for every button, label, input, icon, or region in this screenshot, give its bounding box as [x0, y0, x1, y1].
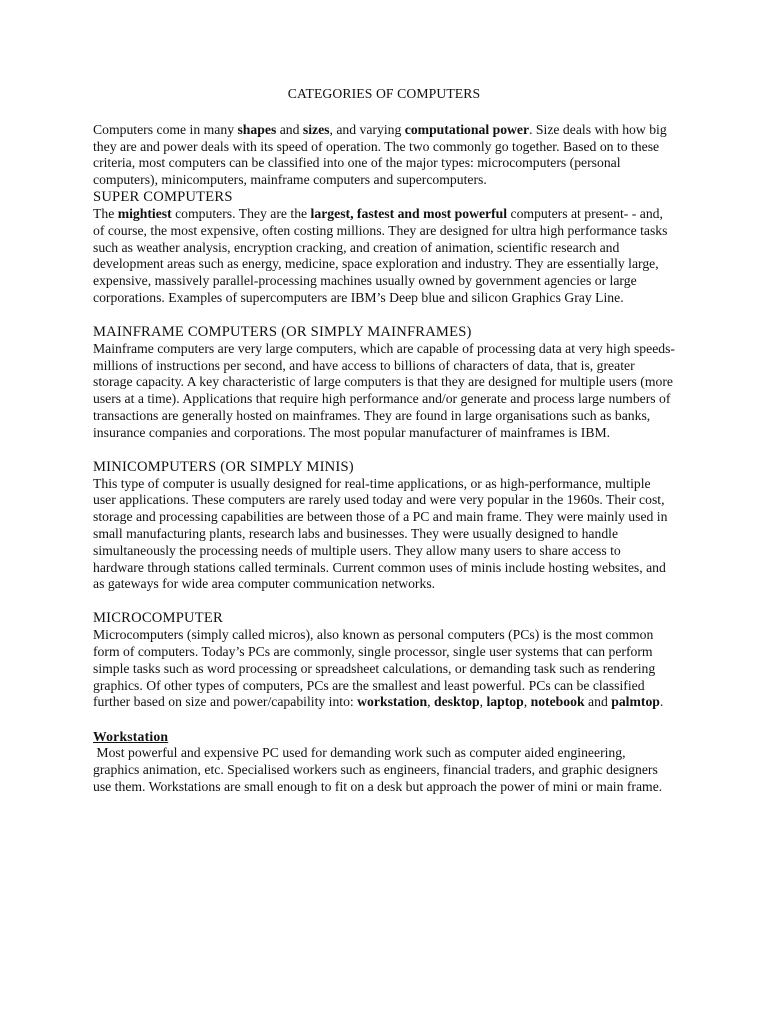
mainframe-heading: MAINFRAME COMPUTERS (OR SIMPLY MAINFRAMES) — [93, 323, 472, 340]
intro-text: . Size deals with how big they are and power deals with its speed of operation. The two commonly go together. Based on to these criteria, most computers can be classified into one of the major types: microcomputers (personal computers), minicomputers, mainframe computers and supercomputers. — [93, 121, 667, 188]
micro-separator: , — [427, 694, 434, 710]
intro-text: Computers come in many — [93, 121, 238, 137]
super-text: computers at present- - and, of course, the most expensive, often costing millions. They are designed for ultra high performance tasks such as weather analysis, encryption cracking, and creation of animation, scientific research and development areas such as energy, medicine, space exploration and industry. They are essentially large, expensive, massively parallel-processing machines usually owned by government agencies or large corporations. Examples of supercomputers are IBM’s Deep blue and silicon Graphics Gray Line. — [93, 205, 668, 305]
super-text: The — [93, 205, 118, 221]
intro-bold-shapes: shapes — [237, 121, 277, 137]
micro-bold-laptop: laptop — [486, 694, 524, 710]
super-computers-paragraph — [93, 206, 675, 307]
super-computers-heading: SUPER COMPUTERS — [93, 188, 233, 205]
section-minicomputers — [93, 459, 675, 594]
section-workstation — [93, 728, 675, 795]
workstation-heading: Workstation — [93, 729, 169, 745]
minicomputers-heading: MINICOMPUTERS (OR SIMPLY MINIS) — [93, 458, 354, 475]
minicomputers-paragraph: This type of computer is usually designed for real-time applications, or as high-performance, multiple user applications. These computers are rarely used today and were very popular in the 1960s. Their cost, storage and processing capabilities are between those of a PC and main frame. They were mainly used in small manufacturing plants, research labs and businesses. They were usually designed to handle simultaneously the processing needs of multiple users. They allow many users to share access to hardware through stations called terminals. Current common uses of minis include hosting websites, and as gateways for wide area computer communication networks. — [93, 475, 668, 592]
micro-separator: , — [479, 694, 487, 710]
intro-bold-sizes: sizes — [302, 121, 330, 137]
workstation-paragraph: Most powerful and expensive PC used for demanding work such as computer aided engineering, graphics animation, etc. Specialised workers such as engineers, financial traders, and graphic designers use them. Workstations are small enough to fit on a desk but approach the power of mini or main frame. — [93, 745, 663, 794]
intro-text: and — [276, 121, 303, 137]
section-super-computers — [93, 189, 675, 307]
microcomputer-paragraph — [93, 627, 675, 711]
micro-separator: , — [523, 694, 531, 710]
micro-bold-desktop: desktop — [433, 694, 480, 710]
section-microcomputer — [93, 610, 675, 711]
intro-paragraph — [93, 122, 675, 189]
mainframe-paragraph: Mainframe computers are very large computers, which are capable of processing data at very high speeds- millions of instructions per second, and have access to billions of characters of data, that is, greater storage capacity. A key characteristic of large computers is that they are designed for multiple users (more users at a time). Applications that require high performance and/or generate and process large numbers of transactions are generally hosted on mainframes. They are found in large organisations such as banks, insurance companies and corporations. The most popular manufacturer of mainframes is IBM. — [93, 340, 675, 440]
microcomputer-heading: MICROCOMPUTER — [93, 610, 223, 627]
super-bold-largest: largest, fastest and most powerful — [310, 205, 508, 221]
super-text: computers. They are the — [171, 205, 311, 221]
micro-bold-notebook: notebook — [530, 694, 585, 710]
document-title: CATEGORIES OF COMPUTERS — [287, 86, 481, 101]
super-bold-mightiest: mightiest — [117, 205, 172, 221]
document-page — [93, 86, 675, 813]
micro-bold-palmtop: palmtop — [611, 694, 660, 710]
section-mainframe — [93, 324, 675, 442]
micro-separator: . — [659, 694, 664, 710]
micro-separator: and — [584, 694, 612, 710]
micro-bold-workstation: workstation — [357, 694, 428, 710]
intro-text: , and varying — [329, 121, 405, 137]
micro-text: Microcomputers (simply called micros), also known as personal computers (PCs) is the most common form of computers. Today’s PCs are commonly, single processor, single user systems that can perform simple tasks such as word processing or spreadsheet calculations, or demanding task such as rendering graphics. Of other types of computers, PCs are the smallest and least powerful. PCs can be classified further based on size and power/capability into: — [93, 627, 656, 710]
intro-bold-computational-power: computational power — [404, 121, 530, 137]
